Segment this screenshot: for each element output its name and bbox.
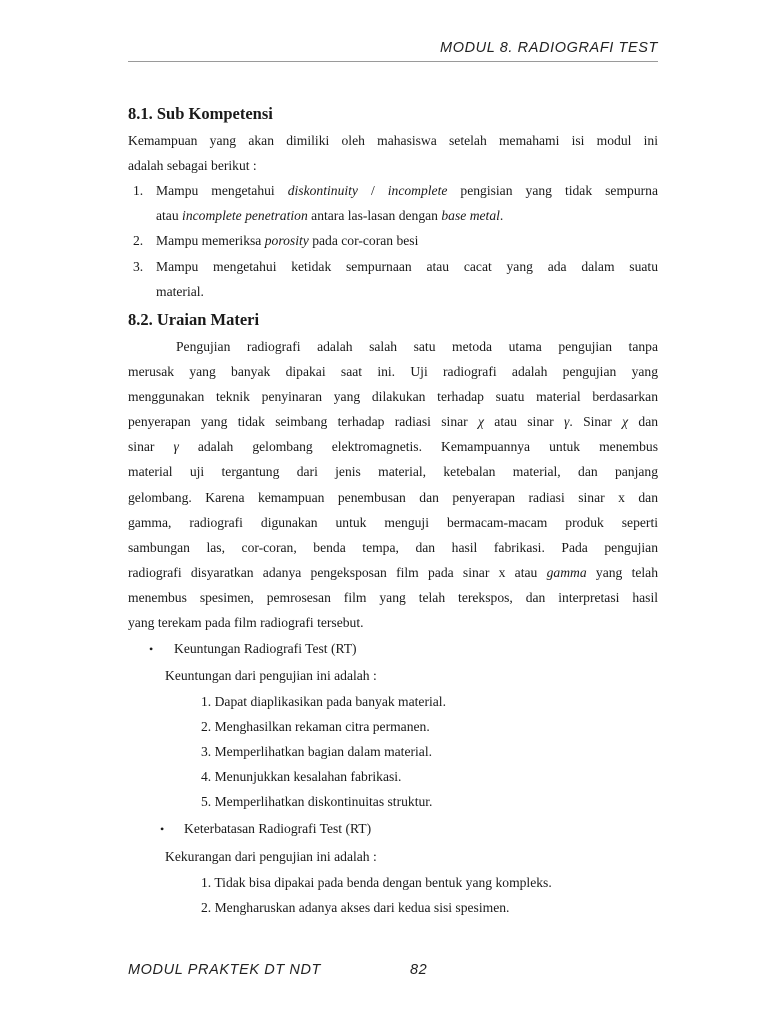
list-item-3-line-1: Mampu mengetahui ketidak sempurnaan atau cacat yang ada dalam suatu <box>156 259 658 274</box>
paragraph-line: menggunakan teknik penyinaran yang dilakukan terhadap suatu material berdasarkan <box>128 389 658 404</box>
keterbatasan-intro: Kekurangan dari pengujian ini adalah : <box>165 849 377 864</box>
list-number: 3. <box>133 259 144 274</box>
keuntungan-item: 2. Menghasilkan rekaman citra permanen. <box>201 719 430 734</box>
keuntungan-item: 4. Menunjukkan kesalahan fabrikasi. <box>201 769 402 784</box>
list-item-1-line-1: Mampu mengetahui diskontinuity / incomplete pengisian yang tidak sempurna <box>156 183 658 198</box>
page-number: 82 <box>410 962 428 978</box>
bullet-icon: • <box>160 822 165 836</box>
paragraph-line: material uji tergantung dari jenis material, ketebalan material, dan panjang <box>128 464 658 479</box>
paragraph-line: sinar γ adalah gelombang elektromagnetis. Kemampuannya untuk menembus <box>128 439 658 454</box>
paragraph-line: radiografi disyaratkan adanya pengeksposan film pada sinar x atau gamma yang telah <box>128 565 659 580</box>
paragraph-line: gamma, radiografi digunakan untuk menguji bermacam-macam produk seperti <box>128 515 658 530</box>
footer-module-title: MODUL PRAKTEK DT NDT <box>128 962 322 978</box>
keuntungan-item: 1. Dapat diaplikasikan pada banyak material. <box>201 694 446 709</box>
list-number: 1. <box>133 183 144 198</box>
paragraph-line: yang terekam pada film radiografi tersebut. <box>128 615 364 630</box>
paragraph-line: Pengujian radiografi adalah salah satu metoda utama pengujian tanpa <box>176 339 658 354</box>
list-number: 2. <box>133 233 144 248</box>
keuntungan-intro: Keuntungan dari pengujian ini adalah : <box>165 668 377 683</box>
section-heading-uraian-materi: 8.2. Uraian Materi <box>128 310 260 329</box>
paragraph-line: penyerapan yang tidak seimbang terhadap radiasi sinar χ atau sinar γ. Sinar χ dan <box>128 414 659 429</box>
paragraph-line: gelombang. Karena kemampuan penembusan dan penyerapan radiasi sinar x dan <box>128 490 658 505</box>
keterbatasan-title: Keterbatasan Radiografi Test (RT) <box>184 821 372 836</box>
running-header: MODUL 8. RADIOGRAFI TEST <box>440 40 658 56</box>
intro-line-1: Kemampuan yang akan dimiliki oleh mahasiswa setelah memahami isi modul ini <box>128 133 658 148</box>
keterbatasan-item: 1. Tidak bisa dipakai pada benda dengan bentuk yang kompleks. <box>201 875 552 890</box>
list-item-2: Mampu memeriksa porosity pada cor-coran besi <box>156 233 419 248</box>
intro-line-2: adalah sebagai berikut : <box>128 158 257 173</box>
paragraph-line: sambungan las, cor-coran, benda tempa, dan hasil fabrikasi. Pada pengujian <box>128 540 658 555</box>
list-item-3-line-2: material. <box>156 284 204 299</box>
paragraph-line: merusak yang banyak dipakai saat ini. Uji radiografi adalah pengujian yang <box>128 364 658 379</box>
header-rule <box>128 61 658 62</box>
section-heading-sub-kompetensi: 8.1. Sub Kompetensi <box>128 104 273 123</box>
keuntungan-title: Keuntungan Radiografi Test (RT) <box>174 641 357 656</box>
keuntungan-item: 3. Memperlihatkan bagian dalam material. <box>201 744 433 759</box>
keterbatasan-item: 2. Mengharuskan adanya akses dari kedua sisi spesimen. <box>201 900 510 915</box>
paragraph-line: menembus spesimen, pemrosesan film yang telah terekspos, dan interpretasi hasil <box>128 590 658 605</box>
list-item-1-line-2: atau incomplete penetration antara las-lasan dengan base metal. <box>156 208 504 223</box>
keuntungan-item: 5. Memperlihatkan diskontinuitas struktur. <box>201 794 433 809</box>
bullet-icon: • <box>149 642 154 656</box>
